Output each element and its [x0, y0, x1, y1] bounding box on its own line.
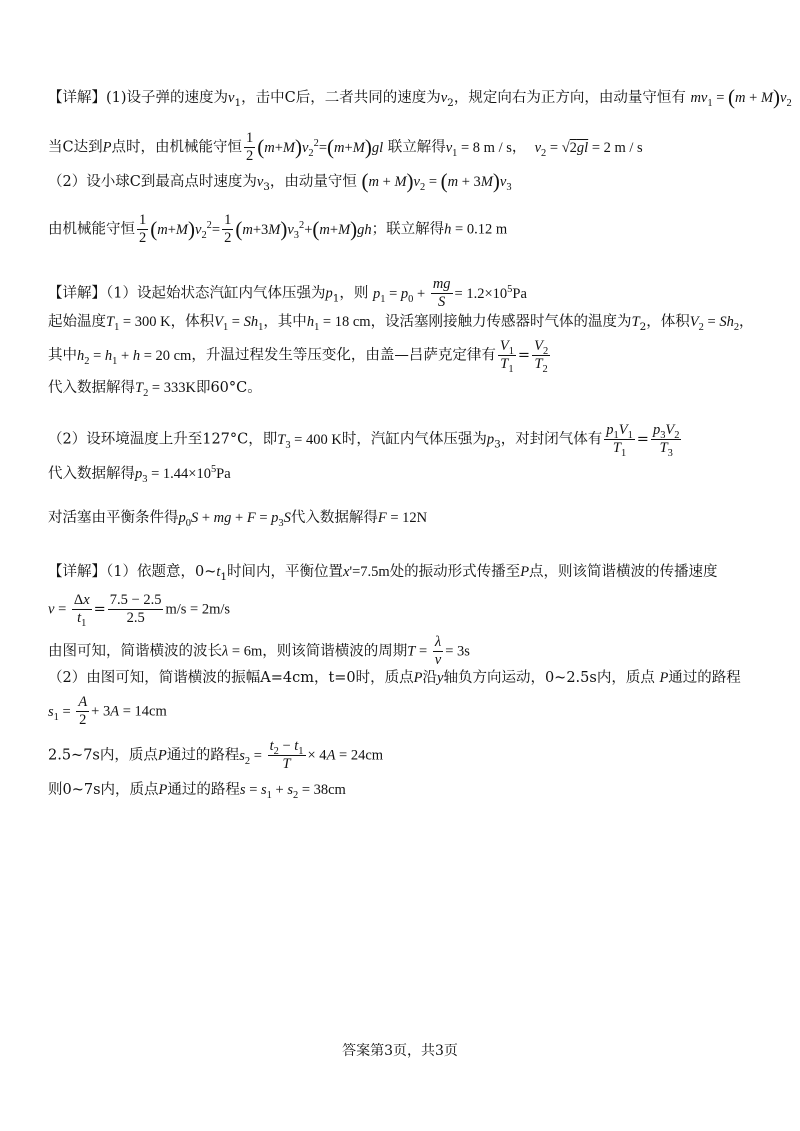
solution-line-6: 起始温度$T_1 = 300$ K，体积$V_1 = Sh_1$，其中$h_1 = 18$ cm，设活塞刚接触力传感器时气体的温度为$T_2$，体积$V_2 = Sh_2$， — [48, 314, 754, 333]
solution-line-1: 【详解】(1)设子弹的速度为$v_1$，击中C后，二者共同的速度为$v_2$，规定向右为正方向，由动量守恒有 $mv_1 = (m + M)v_2$ — [48, 85, 792, 109]
solution-line-10: 代入数据解得$p_3 = 1.44\times 10^5Pa$ — [48, 464, 231, 485]
solution-line-15: （2）由图可知，简谐横波的振幅A=4cm，t=0时，质点P沿y轴负方向运动，0~2.5s内，质点 P通过的路程 — [48, 670, 741, 686]
solution-line-9: （2）设环境温度上升至127°C，即$T_3 = 400$ K时，汽缸内气体压强为$p_3$，对封闭气体有 $\frac{p_1V_1}{T_1}$ = $\frac{p_3V_2}{T_3}$ — [48, 422, 680, 459]
solution-line-17: 2.5~7s内，质点P通过的路程$s_2$ = $\frac{t_2 - t_1}{T}$ × 4A = 24cm — [48, 738, 384, 772]
solution-line-7: 其中$h_2 = h_1 + h = 20$ cm，升温过程发生等压变化，由盖—吕萨克定律有 $\frac{V_1}{T_1}$ = $\frac{V_2}{T_2}$ — [48, 338, 549, 375]
solution-line-13: v = $\frac{\Delta x}{t_1}$ = $\frac{7.5 - 2.5}{2.5}$ m/s = 2m/s — [48, 592, 231, 629]
solution-line-4: 由机械能守恒 $\frac{1}{2}$ $(m+M)v_2^2=$ $\frac{1}{2}$ $(m+3M)v_3^2+(m+M)gh$；联立解得h = 0.12 m — [48, 212, 508, 246]
solution-line-14: 由图可知，简谐横波的波长λ = 6m，则该简谐横波的周期T = $\frac{\lambda}{v}$ = 3s — [48, 634, 470, 668]
solution-line-2: 当C达到P点时，由机械能守恒 $\frac{1}{2}$ $(m+M)v_2^2=(m+M)gl$ 联立解得$v_1 = 8$ m / s， $v_2 = √2gl = 2$ m / s — [48, 130, 643, 164]
solution-line-3: （2）设小球C到最高点时速度为$v_3$，由动量守恒 $(m + M)v_2 = (m + 3M)v_3$ — [48, 169, 512, 193]
solution-line-12: 【详解】（1）依题意，$0\sim t_1$时间内，平衡位置x'=7.5m处的振动形式传播至P点，则该简谐横波的传播速度 — [48, 564, 718, 583]
page-footer: 答案第3页，共3页 — [342, 1043, 458, 1059]
solution-line-5: 【详解】（1）设起始状态汽缸内气体压强为$p_1$，则 $p_1 = p_0$ + $\frac{mg}{S}$ = $1.2\times 10^5Pa$ — [48, 276, 527, 310]
solution-line-11: 对活塞由平衡条件得$p_0S$ + mg + $F = p_3S$代入数据解得F = 12N — [48, 510, 428, 529]
solution-line-18: 则0~7s内，质点P通过的路程$s = s_1 + s_2 = 38cm$ — [48, 782, 346, 801]
solution-line-16: $s_1$ = $\frac{A}{2}$ + 3A = 14cm — [48, 694, 167, 728]
solution-line-8: 代入数据解得$T_2 = 333K$即60°C。 — [48, 380, 262, 399]
